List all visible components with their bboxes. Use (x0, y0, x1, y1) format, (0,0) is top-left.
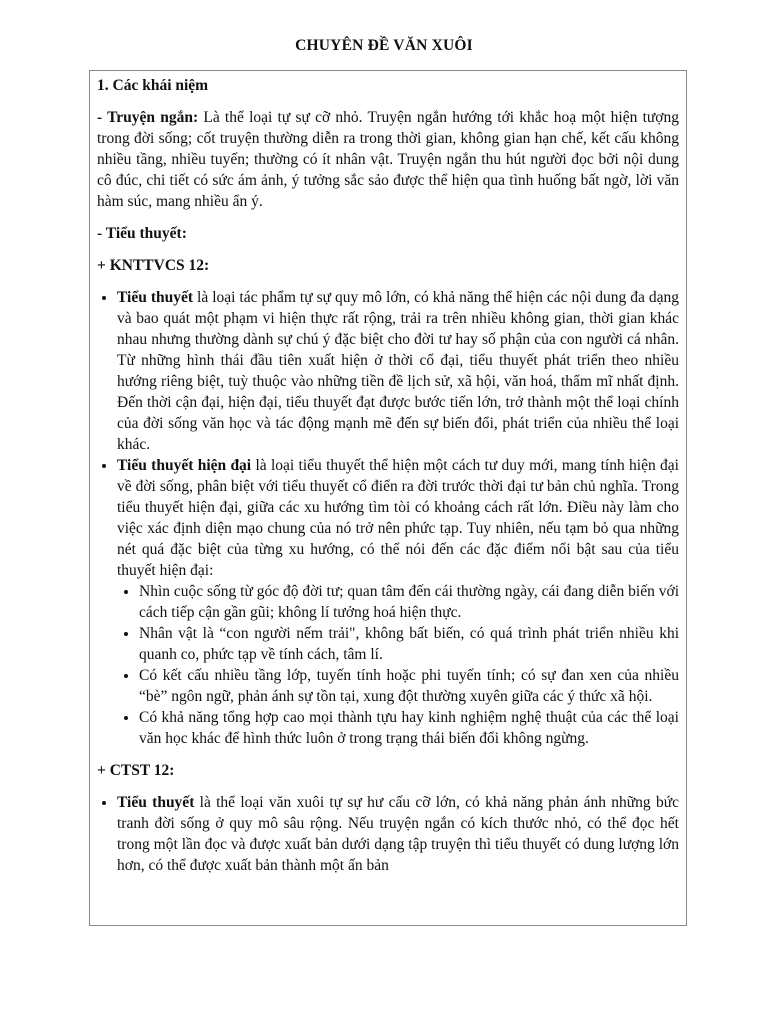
kn-item-1-text: là loại tác phẩm tự sự quy mô lớn, có khả năng thể hiện các nội dung đa dạng và bao quát một phạm vi hiện thực rất rộng, trải ra trên nhiều không gian, thời gian khác nhau nhưng thường dành sự chú ý đặc biệt cho đời tư hay số phận của con người cá nhân. Từ những hình thái đầu tiên xuất hiện ở thời cổ đại, tiểu thuyết phát triển theo nhiều hướng riêng biệt, tuỳ thuộc vào những tiền đề lịch sử, xã hội, văn hoá, thẩm mĩ nhất định. Đến thời cận đại, hiện đại, tiểu thuyết đạt được bước tiến lớn, trở thành một thể loại chính của đời sống văn học và tác động mạnh mẽ đến sự biến đổi, phát triển của nhiều thể loại khác. (117, 289, 679, 453)
page-title: CHUYÊN ĐỀ VĂN XUÔI (295, 37, 473, 54)
feature-item: • Có kết cấu nhiều tầng lớp, tuyến tính hoặc phi tuyến tính; có sự đan xen của nhiều “bè” ngôn ngữ, phản ánh sự tồn tại, xung đột thường xuyên giữa các ý thức xã hội. (139, 665, 679, 707)
truyen-ngan-text: Là thể loại tự sự cỡ nhỏ. Truyện ngắn hướng tới khắc hoạ một hiện tượng trong đời sống; cốt truyện thường diễn ra trong thời gian, không gian hạn chế, kết cấu không nhiều tầng, nhiều tuyến; thường có ít nhân vật. Truyện ngắn thu hút người đọc bởi nội dung cô đúc, chi tiết có sức ám ảnh, ý tưởng sắc sảo được thể hiện qua tình huống bất ngờ, lời văn hàm súc, mang nhiều ẩn ý. (97, 109, 679, 210)
feature-item: • Nhân vật là “con người nếm trải", không bất biến, có quá trình phát triển nhiều khi quanh co, phức tạp về tính cách, tâm lí. (139, 623, 679, 665)
ctst-item-1-text: là thể loại văn xuôi tự sự hư cấu cỡ lớn, có khả năng phản ánh những bức tranh đời sống ở quy mô sâu rộng. Nếu truyện ngắn có kích thước nhỏ, có thể đọc hết trong một lần đọc và được xuất bản dưới dạng tập truyện thì tiểu thuyết có dung lượng lớn hơn, có thể được xuất bản thành một ấn bản (117, 794, 679, 874)
kn-item-2 (117, 455, 679, 749)
kn-item-1 (117, 287, 679, 455)
modern-features-list (117, 581, 679, 749)
ctst-item-1-term: Tiểu thuyết (117, 794, 195, 811)
kn-item-2-term: Tiểu thuyết hiện đại (117, 457, 252, 474)
kn-heading: + KNTTVCS 12: (97, 257, 210, 274)
ctst-item-1 (117, 792, 679, 876)
section-heading: 1. Các khái niệm (97, 77, 209, 94)
feature-item: • Nhìn cuộc sống từ góc độ đời tư; quan tâm đến cái thường ngày, cái đang diễn biến với cách tiếp cận gần gũi; không lí tưởng hoá hiện thực. (139, 581, 679, 623)
kn-item-1-term: Tiểu thuyết (117, 289, 194, 306)
truyen-ngan-paragraph (97, 107, 679, 212)
truyen-ngan-term: - Truyện ngắn: (97, 109, 199, 126)
tieu-thuyet-heading: - Tiểu thuyết: (97, 225, 187, 242)
content-box (89, 70, 687, 926)
kn-list (97, 287, 679, 749)
ctst-heading: + CTST 12: (97, 762, 175, 779)
feature-item: • Có khả năng tổng hợp cao mọi thành tựu hay kinh nghiệm nghệ thuật của các thể loại văn học khác để hình thức luôn ở trong trạng thái biến đổi không ngừng. (139, 707, 679, 749)
kn-item-2-text: là loại tiểu thuyết thể hiện một cách tư duy mới, mang tính hiện đại về đời sống, phân biệt với tiểu thuyết cổ điển ra đời trước thời đại tư bản chủ nghĩa. Trong tiểu thuyết hiện đại, giữa các xu hướng tìm tòi có khoảng cách rất lớn. Điều này làm cho việc xác định diện mạo chung của nó trở nên phức tạp. Tuy nhiên, nếu tạm bỏ qua những nét quá đặc biệt của từng xu hướng, có thể nói đến các đặc điểm nổi bật sau của tiểu thuyết hiện đại: (117, 457, 679, 579)
ctst-list (97, 792, 679, 876)
